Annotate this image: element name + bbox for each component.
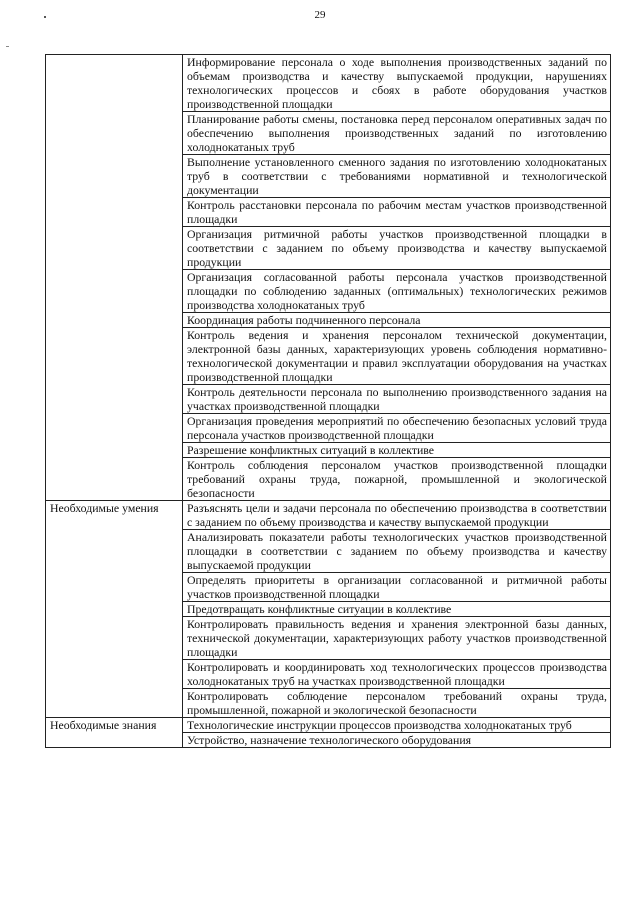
requirement-item: Контроль деятельности персонала по выполнению производственного задания на участках производственной площадки [183,385,611,414]
table-body [46,55,611,748]
requirement-item: Информирование персонала о ходе выполнения производственных заданий по объемам производства и качеству выпускаемой продукции, нарушениях технологических процессов и сбоях в работе оборудования участков производственной площадки [183,55,611,112]
requirement-item: Контролировать правильность ведения и хранения электронной базы данных, технической документации, характеризующих работу участков производственной площадки [183,617,611,660]
requirement-item: Разрешение конфликтных ситуаций в коллективе [183,443,611,458]
table-row [46,718,611,733]
requirement-item: Координация работы подчиненного персонала [183,313,611,328]
requirement-item: Определять приоритеты в организации согласованной и ритмичной работы участков производственной площадки [183,573,611,602]
requirement-item: Контроль ведения и хранения персоналом технической документации, электронной базы данных, характеризующих уровень соблюдения нормативно-технологической документации и правил эксплуатации оборудования на участках производственной площадки [183,328,611,385]
requirement-item: Разъяснять цели и задачи персонала по обеспечению производства в соответствии с заданием по объему производства и качеству выпускаемой продукции [183,501,611,530]
requirement-item: Анализировать показатели работы технологических участков производственной площадки в соответствии с заданием по объему производства и качеству выпускаемой продукции [183,530,611,573]
table-row [46,55,611,112]
requirement-item: Выполнение установленного сменного задания по изготовлению холоднокатаных труб в соответствии с требованиями нормативной и технологической документации [183,155,611,198]
page-number: 29 [314,9,326,21]
section-label [46,55,183,501]
section-label: Необходимые умения [46,501,183,718]
section-label: Необходимые знания [46,718,183,748]
requirement-item: Контроль расстановки персонала по рабочим местам участков производственной площадки [183,198,611,227]
requirement-item: Устройство, назначение технологического оборудования [183,733,611,748]
requirement-item: Организация согласованной работы персонала участков производственной площадки по соблюдению заданных (оптимальных) технологических режимов производства холоднокатаных труб [183,270,611,313]
requirement-item: Контролировать и координировать ход технологических процессов производства холоднокатаных труб на участках производственной площадки [183,660,611,689]
table-row [46,501,611,530]
requirement-item: Организация проведения мероприятий по обеспечению безопасных условий труда персонала участков производственной площадки [183,414,611,443]
scan-mark [6,46,9,47]
requirement-item: Контролировать соблюдение персоналом требований охраны труда, промышленной, пожарной и экологической безопасности [183,689,611,718]
labor-functions-table [45,54,611,748]
requirement-item: Контроль соблюдения персоналом участков производственной площадки требований охраны труда, пожарной, промышленной и экологической безопасности [183,458,611,501]
requirement-item: Организация ритмичной работы участков производственной площадки в соответствии с заданием по объему производства и качеству выпускаемой продукции [183,227,611,270]
requirement-item: Технологические инструкции процессов производства холоднокатаных труб [183,718,611,733]
requirement-item: Предотвращать конфликтные ситуации в коллективе [183,602,611,617]
requirement-item: Планирование работы смены, постановка перед персоналом оперативных задач по обеспечению выполнения производственных заданий по изготовлению холоднокатаных труб [183,112,611,155]
